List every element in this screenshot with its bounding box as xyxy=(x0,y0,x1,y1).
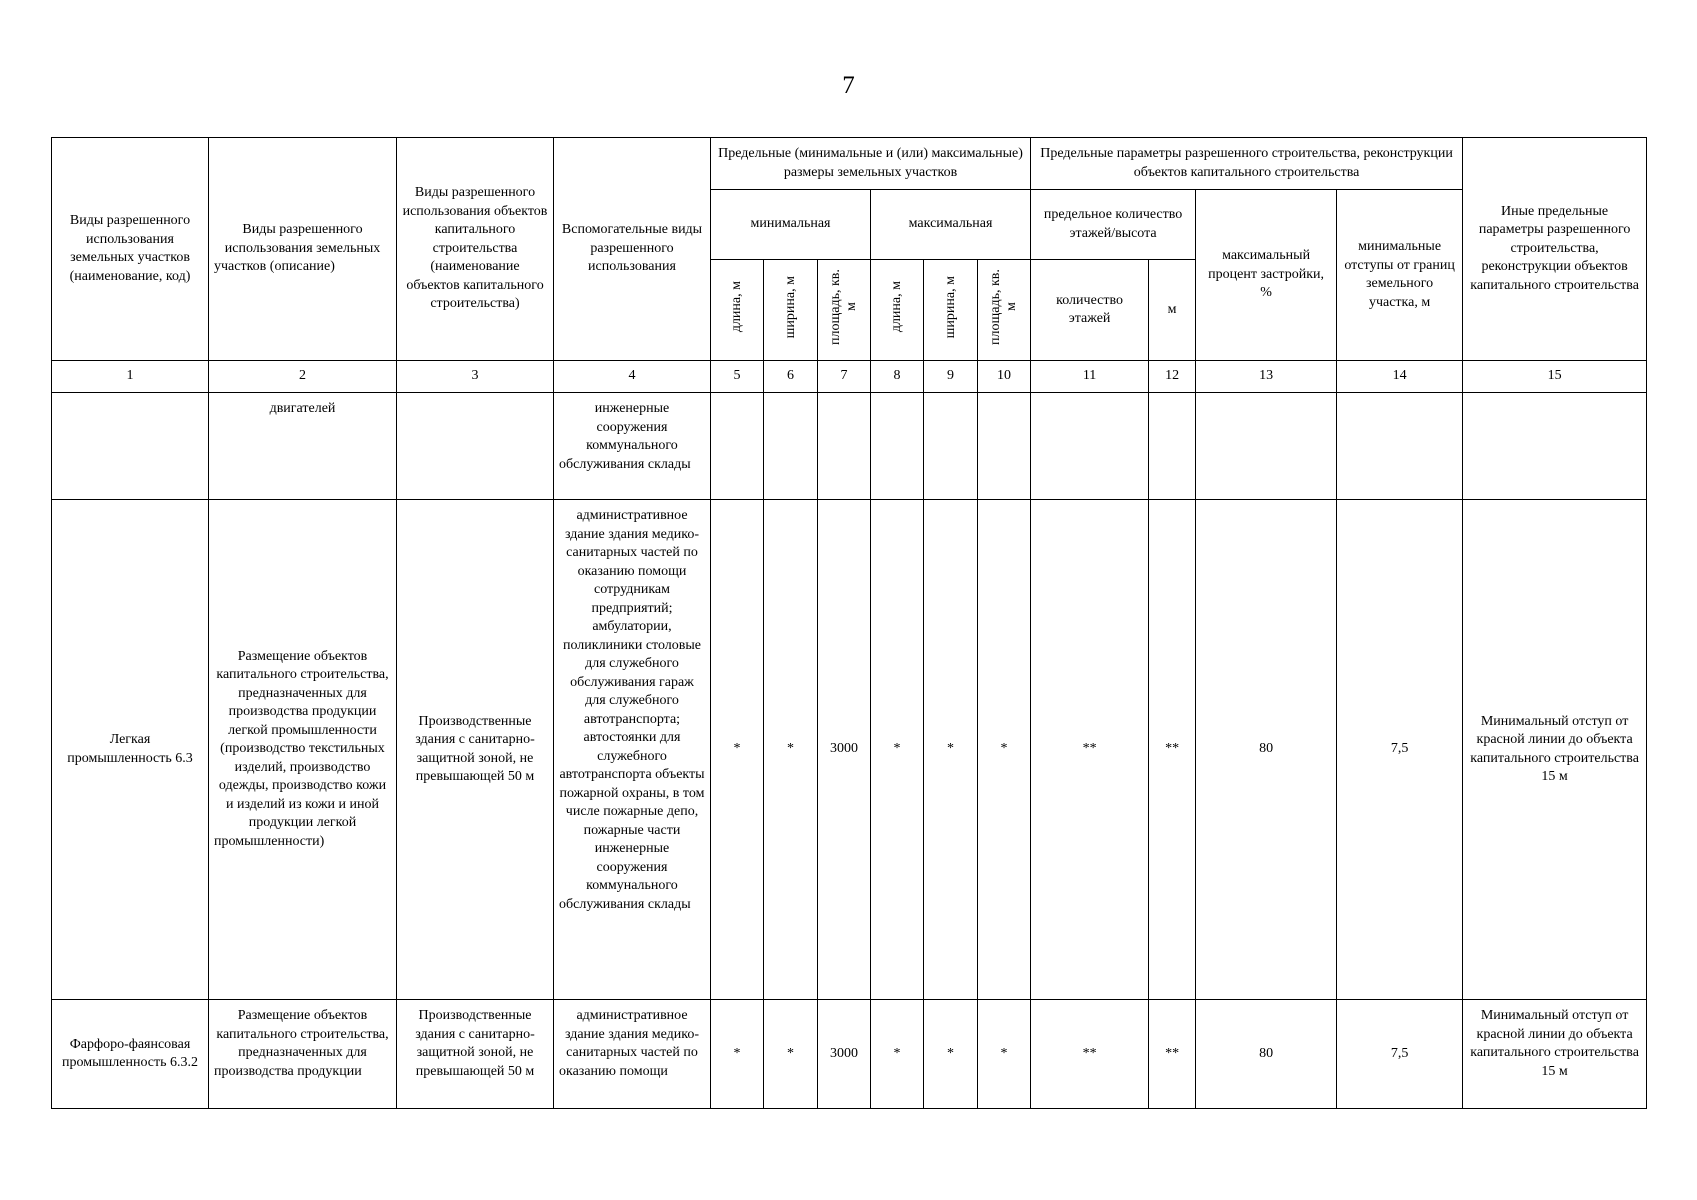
column-number: 14 xyxy=(1337,361,1463,393)
row-auxiliary-uses: административное здание здания медико-санитарных частей по оказанию помощи xyxy=(554,1000,711,1109)
column-number: 6 xyxy=(764,361,818,393)
column-number: 2 xyxy=(209,361,397,393)
header-max-building-percent: максимальный процент застройки, % xyxy=(1196,190,1337,361)
column-number: 4 xyxy=(554,361,711,393)
row-min-area: 3000 xyxy=(818,500,871,1000)
row-max-width: * xyxy=(924,1000,978,1109)
row-min-setback: 7,5 xyxy=(1337,500,1463,1000)
column-number: 12 xyxy=(1149,361,1196,393)
header-maximum: максимальная xyxy=(871,190,1031,260)
column-number: 13 xyxy=(1196,361,1337,393)
column-number: 1 xyxy=(52,361,209,393)
row-min-area: 3000 xyxy=(818,1000,871,1109)
row-min-width: * xyxy=(764,1000,818,1109)
header-min-length: длина, м xyxy=(711,260,764,361)
row-other-params: Минимальный отступ от красной линии до объекта капитального строительства 15 м xyxy=(1463,1000,1647,1109)
row-floors: ** xyxy=(1031,500,1149,1000)
page-number: 7 xyxy=(842,72,855,99)
column-number: 8 xyxy=(871,361,924,393)
header-height-meters: м xyxy=(1149,260,1196,361)
column-number: 9 xyxy=(924,361,978,393)
header-capital-construction-use: Виды разрешенного использования объектов капитального строительства (наименование объектов капитального строительства) xyxy=(397,138,554,361)
header-max-width: ширина, м xyxy=(924,260,978,361)
row-auxiliary-uses: административное здание здания медико-санитарных частей по оказанию помощи сотрудникам предприятий; амбулатории, поликлиники столовые для служебного обслуживания гараж для служебного автотранспорта; автостоянки для служебного автотранспорта объекты пожарной охраны, в том числе пожарные депо, пожарные части инженерные сооружения коммунального обслуживания склады xyxy=(554,500,711,1000)
header-minimum: минимальная xyxy=(711,190,871,260)
table-row xyxy=(52,500,1647,1000)
column-number: 3 xyxy=(397,361,554,393)
header-construction-parameters: Предельные параметры разрешенного строительства, реконструкции объектов капитального строительства xyxy=(1031,138,1463,190)
header-other-parameters: Иные предельные параметры разрешенного строительства, реконструкции объектов капитального строительства xyxy=(1463,138,1647,361)
column-number: 10 xyxy=(978,361,1031,393)
header-plot-size-limits: Предельные (минимальные и (или) максимальные) размеры земельных участков xyxy=(711,138,1031,190)
row-height: ** xyxy=(1149,1000,1196,1109)
header-land-use-name: Виды разрешенного использования земельных участков (наименование, код) xyxy=(52,138,209,361)
header-floors-height: предельное количество этажей/высота xyxy=(1031,190,1196,260)
row-description: двигателей xyxy=(209,393,397,500)
row-capital-use: Производственные здания с санитарно-защитной зоной, не превышающей 50 м xyxy=(397,1000,554,1109)
row-min-length: * xyxy=(711,500,764,1000)
row-min-setback: 7,5 xyxy=(1337,1000,1463,1109)
row-other-params: Минимальный отступ от красной линии до объекта капитального строительства 15 м xyxy=(1463,500,1647,1000)
row-max-area: * xyxy=(978,500,1031,1000)
row-max-percent: 80 xyxy=(1196,1000,1337,1109)
header-auxiliary-use: Вспомогательные виды разрешенного использования xyxy=(554,138,711,361)
row-description: Размещение объектов капитального строительства, предназначенных для производства продукции легкой промышленности (производство текстильных изделий, производство одежды, производство кожи и изделий из кожи и иной продукции легкой промышленности) xyxy=(209,500,397,1000)
header-min-area: площадь, кв. м xyxy=(818,260,871,361)
row-height: ** xyxy=(1149,500,1196,1000)
header-max-area: площадь, кв. м xyxy=(978,260,1031,361)
row-floors: ** xyxy=(1031,1000,1149,1109)
row-max-length: * xyxy=(871,500,924,1000)
row-capital-use: Производственные здания с санитарно-защитной зоной, не превышающей 50 м xyxy=(397,500,554,1000)
row-max-percent: 80 xyxy=(1196,500,1337,1000)
row-land-use-name: Легкая промышленность 6.3 xyxy=(52,500,209,1000)
header-floors-count: количество этажей xyxy=(1031,260,1149,361)
land-use-table xyxy=(51,137,1647,1109)
column-number: 5 xyxy=(711,361,764,393)
table-row xyxy=(52,393,1647,500)
row-land-use-name: Фарфоро-фаянсовая промышленность 6.3.2 xyxy=(52,1000,209,1109)
header-max-length: длина, м xyxy=(871,260,924,361)
row-max-area: * xyxy=(978,1000,1031,1109)
table-row xyxy=(52,1000,1647,1109)
row-min-length: * xyxy=(711,1000,764,1109)
header-min-setback: минимальные отступы от границ земельного участка, м xyxy=(1337,190,1463,361)
row-max-width: * xyxy=(924,500,978,1000)
row-description: Размещение объектов капитального строительства, предназначенных для производства продукции xyxy=(209,1000,397,1109)
column-number: 7 xyxy=(818,361,871,393)
column-number: 15 xyxy=(1463,361,1647,393)
column-number: 11 xyxy=(1031,361,1149,393)
row-min-width: * xyxy=(764,500,818,1000)
column-numbers-row xyxy=(52,361,1647,393)
row-auxiliary-uses: инженерные сооружения коммунального обслуживания склады xyxy=(554,393,711,500)
header-land-use-description: Виды разрешенного использования земельных участков (описание) xyxy=(209,138,397,361)
row-max-length: * xyxy=(871,1000,924,1109)
header-min-width: ширина, м xyxy=(764,260,818,361)
